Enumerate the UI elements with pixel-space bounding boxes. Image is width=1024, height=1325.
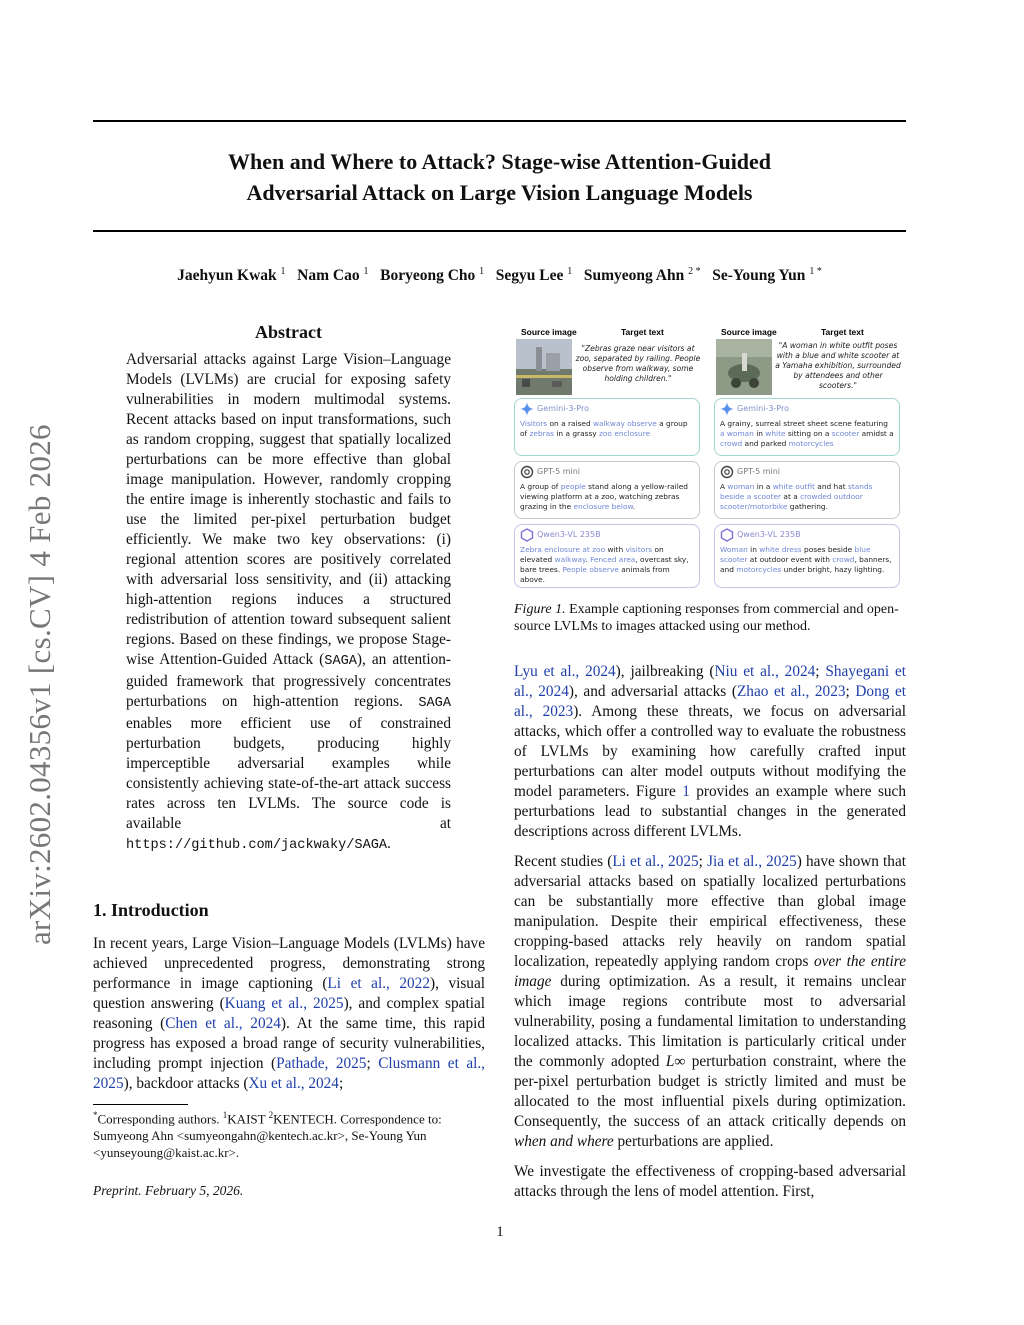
author-list <box>93 266 906 285</box>
author: Sumyeong Ahn $^{2 *}$ <box>583 266 701 285</box>
response-text: A grainy, surreal street sheet scene featuring a woman in white sitting on a scooter amidst a crowd and parked motorcycles <box>720 419 894 448</box>
author: Boryeong Cho $^1$ <box>380 266 485 285</box>
target-text-label: Target text <box>621 327 664 337</box>
citation-link[interactable]: Lyu et al., 2024 <box>514 663 616 680</box>
gemini-icon <box>520 402 534 416</box>
figure-caption: Figure 1. Example captioning responses from commercial and open-source LVLMs to images attacked using our method. <box>514 602 899 634</box>
right-column-paragraph-1: Lyu et al., 2024), jailbreaking (Niu et al., 2024; Shayegani et al., 2024), and adversarial attacks (Zhao et al., 2023; Dong et al., 2023). Among these threats, we focus on adversarial attacks, which offer a controlled way to evaluate the robustness of LVLMs by examining how carefully crafted input perturbations can alter model outputs without modifying the model parameters. Figure 1 provides an example where such perturbations lead to substantial changes in the generated descriptions across different LVLMs. <box>514 663 907 840</box>
author: Se-Young Yun $^{1 *}$ <box>712 266 822 285</box>
preprint-date: Preprint. February 5, 2026. <box>93 1183 244 1198</box>
source-code-link[interactable]: https://github.com/jackwaky/SAGA <box>126 838 388 853</box>
source-image-zoo <box>516 339 572 395</box>
citation-link[interactable]: Jia et al., 2025 <box>707 853 797 870</box>
title-line-1: When and Where to Attack? Stage-wise Attention-Guided <box>227 149 772 174</box>
footnote: *Corresponding authors. $^1$KAIST $^2$KENTECH. Correspondence to: Sumyeong Ahn <sumyeongahn@kentech.ac.kr>, Se-Young Yun <yunseyoung@kaist.ac.kr>. <box>93 1110 442 1161</box>
figure-reference-link[interactable]: 1 <box>682 783 690 800</box>
citation-link[interactable]: Clusmann et al., 2025 <box>93 1055 486 1092</box>
citation-link[interactable]: Pathade, 2025 <box>276 1055 367 1072</box>
model-name: GPT-5 mini <box>737 467 781 476</box>
source-image-label: Source image <box>521 327 577 337</box>
paper-title <box>93 146 906 208</box>
model-name: GPT-5 mini <box>537 467 581 476</box>
response-card-gemini <box>514 398 700 456</box>
arxiv-identifier: arXiv:2602.04356v1 [cs.CV] 4 Feb 2026 <box>22 424 57 945</box>
footnote-rule <box>93 1104 188 1105</box>
source-image-label: Source image <box>721 327 777 337</box>
citation-link[interactable]: Li et al., 2025 <box>612 853 699 870</box>
title-rule-top <box>93 120 906 122</box>
citation-link[interactable]: Chen et al., 2024 <box>165 1015 281 1032</box>
saga-name: SAGA <box>324 654 357 669</box>
abstract-heading: Abstract <box>255 322 322 342</box>
response-card-qwen <box>714 524 900 588</box>
response-card-qwen <box>514 524 700 588</box>
model-name: Qwen3-VL 235B <box>537 530 601 539</box>
response-card-gemini <box>714 398 900 456</box>
citation-link[interactable]: Dong et al., 2023 <box>514 683 907 720</box>
model-name: Qwen3-VL 235B <box>737 530 801 539</box>
citation-link[interactable]: Shayegani et al., 2024 <box>514 663 907 700</box>
citation-link[interactable]: Zhao et al., 2023 <box>736 683 846 700</box>
response-text: A woman in a white outfit and hat stands beside a scooter at a crowded outdoor scooter/motorbike gathering. <box>720 482 873 511</box>
right-column-paragraph-3: We investigate the effectiveness of cropping-based adversarial attacks through the lens of model attention. First, <box>514 1163 906 1200</box>
model-name: Gemini-3-Pro <box>737 404 789 413</box>
section-heading-introduction: 1. Introduction <box>93 900 209 920</box>
page-number: 1 <box>496 1224 504 1240</box>
response-card-gpt <box>514 461 700 519</box>
linf-symbol: L∞ <box>665 1053 686 1070</box>
introduction-body: In recent years, Large Vision–Language Models (LVLMs) have achieved unprecedented progress, demonstrating strong performance in image captioning (Li et al., 2022), visual question answering (Kuang et al., 2025), and complex spatial reasoning (Chen et al., 2024). At the same time, this rapid progress has exposed a broad range of security vulnerabilities, including prompt injection (Pathade, 2025; Clusmann et al., 2025), backdoor attacks (Xu et al., 2024; <box>93 935 486 1092</box>
title-line-2: Adversarial Attack on Large Vision Language Models <box>246 180 753 205</box>
response-text: A group of people stand along a yellow-railed viewing platform at a zoo, watching zebras grazing in the enclosure below. <box>520 482 688 511</box>
response-card-gpt <box>714 461 900 519</box>
citation-link[interactable]: Li et al., 2022 <box>327 975 430 992</box>
qwen-icon <box>720 528 734 542</box>
openai-icon <box>520 465 534 479</box>
figure-panel-scooter <box>714 324 904 590</box>
qwen-icon <box>520 528 534 542</box>
target-text: "Zebras graze near visitors at zoo, separated by railing. People observe from walkway, some holding children." <box>575 344 701 383</box>
target-text: "A woman in white outfit poses with a blue and white scooter at a Yamaha exhibition, surrounded by attendees and other scooters." <box>775 341 901 390</box>
right-column-paragraph-2: Recent studies (Li et al., 2025; Jia et al., 2025) have shown that adversarial attacks based on spatially localized perturbations can be substantially more effective than global image manipulation. Despite their empirical effectiveness, these cropping-based attacks rely heavily on random spatial localization, repeatedly applying random crops over the entire image during optimization. As a result, it remains unclear which image regions contribute most to adversarial vulnerability, posing a fundamental limitation to understanding localized attacks. This limitation is particularly critical under the commonly adopted L∞ perturbation constraint, where the per-pixel perturbation budget is strictly limited and must be allocated to the most influential pixels during optimization. Consequently, the success of an attack critically depends on when and where perturbations are applied. <box>514 853 906 1150</box>
title-rule-bottom <box>93 230 906 232</box>
figure-panel-zebras <box>514 324 704 590</box>
author: Jaehyun Kwak $^1$ <box>177 266 286 285</box>
author: Segyu Lee $^1$ <box>495 266 573 285</box>
response-text: Zebra enclosure at zoo with visitors on elevated walkway. Fenced area, overcast sky, bare trees. People observe animals from above. <box>520 545 689 584</box>
citation-link[interactable]: Xu et al., 2024 <box>248 1075 339 1092</box>
response-text: Visitors on a raised walkway observe a group of zebras in a grassy zoo enclosure <box>520 419 688 438</box>
author: Nam Cao $^1$ <box>297 266 369 285</box>
citation-link[interactable]: Kuang et al., 2025 <box>224 995 344 1012</box>
citation-link[interactable]: Niu et al., 2024 <box>714 663 816 680</box>
abstract-body: Adversarial attacks against Large Vision–Language Models (LVLMs) are crucial for exposing safety vulnerabilities in modern multimodal systems. Recent attacks based on input transformations, such as random cropping, suggest that spatially localized perturbations can be more effective than global image manipulation. However, randomly cropping the entire image is inherently stochastic and fails to use the limited per-pixel perturbation budget efficiently. We make two key observations: (i) regional attention scores are positively correlated with adversarial loss sensitivity, and (ii) attacking high-attention regions induces a structured redistribution of attention toward subsequent salient regions. Based on these findings, we propose Stage-wise Attention-Guided Attack (SAGA), an attention-guided framework that progressively concentrates perturbations on high-attention regions. SAGA enables more efficient use of constrained perturbation budgets, producing highly imperceptible adversarial examples while consistently achieving state-of-the-art attack success rates across ten LVLMs. The source code is available at https://github.com/jackwaky/SAGA. <box>126 351 451 853</box>
target-text-label: Target text <box>821 327 864 337</box>
source-image-scooter <box>716 339 772 395</box>
openai-icon <box>720 465 734 479</box>
gemini-icon <box>720 402 734 416</box>
saga-name: SAGA <box>418 696 451 711</box>
response-text: Woman in white dress poses beside blue scooter at outdoor event with crowd, banners, and motorcycles under bright, hazy lighting. <box>720 545 892 574</box>
model-name: Gemini-3-Pro <box>537 404 589 413</box>
